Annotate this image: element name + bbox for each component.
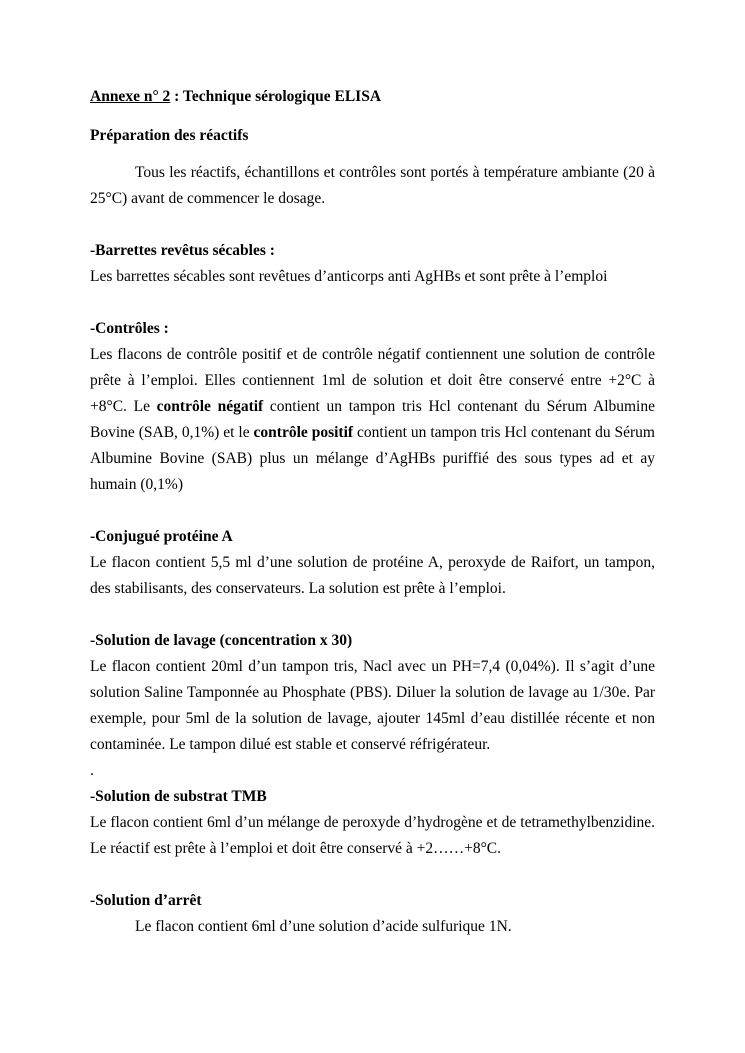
section-heading	[90, 238, 655, 264]
text-run: -Solution d’arrêt	[90, 892, 202, 909]
paragraph	[90, 160, 655, 212]
paragraph	[90, 550, 655, 602]
text-run: Les flacons de contrôle positif et de contrôle négatif contiennent une solution de contrôle prête à l’emploi. Elles contiennent 1ml de solution et doit être conservé entre +2°C à +8°C. Le	[90, 346, 655, 415]
text-run: -Solution de lavage (concentration x 30)	[90, 632, 353, 649]
spacer	[90, 602, 655, 628]
text-run: contient un tampon tris Hcl contenant du Sérum Albumine Bovine (SAB) plus un mélange d’AgHBs puriffié des sous types ad et ay humain (0,1%)	[90, 424, 655, 493]
text-run: contrôle positif	[253, 424, 354, 441]
text-run: contient un tampon tris Hcl contenant du Sérum Albumine Bovine (SAB, 0,1%) et le	[90, 398, 655, 441]
text-run: Le flacon contient 6ml d’une solution d’acide sulfurique 1N.	[135, 918, 512, 935]
text-run: Tous les réactifs, échantillons et contrôles sont portés à température ambiante (20 à 25°C) avant de commencer le dosage.	[90, 164, 655, 207]
text-run: Préparation des réactifs	[90, 127, 249, 144]
text-run: Les barrettes sécables sont revêtues d’anticorps anti AgHBs et sont prête à l’emploi	[90, 268, 608, 285]
paragraph	[90, 342, 655, 498]
text-run: contrôle négatif	[156, 398, 264, 415]
spacer	[90, 862, 655, 888]
section-heading	[90, 316, 655, 342]
text-run: Le flacon contient 20ml d’un tampon tris, Nacl avec un PH=7,4 (0,04%). Il s’agit d’une solution Saline Tamponnée au Phosphate (PBS). Diluer la solution de lavage au 1/30e. Par exemple, pour 5ml de la solution de lavage, ajouter 145ml d’eau distillée récente et non contaminée. Le tampon dilué est stable et conservé réfrigérateur.	[90, 658, 655, 753]
paragraph	[90, 654, 655, 758]
paragraph	[90, 914, 655, 940]
section-heading	[90, 524, 655, 550]
section-heading	[90, 628, 655, 654]
section-heading	[90, 123, 655, 149]
text-run: -Contrôles :	[90, 320, 169, 337]
text-run: -Solution de substrat TMB	[90, 788, 267, 805]
text-run: Le flacon contient 5,5 ml d’une solution de protéine A, peroxyde de Raifort, un tampon, des stabilisants, des conservateurs. La solution est prête à l’emploi.	[90, 554, 655, 597]
section-heading	[90, 784, 655, 810]
text-run: -Conjugué protéine A	[90, 528, 233, 545]
spacer	[90, 498, 655, 524]
text-run: -Barrettes revêtus sécables :	[90, 242, 275, 259]
text-run: .	[90, 762, 94, 779]
text-run: Le flacon contient 6ml d’un mélange de peroxyde d’hydrogène et de tetramethylbenzidine. Le réactif est prête à l’emploi et doit être conservé à +2……+8°C.	[90, 814, 655, 857]
document-title	[90, 84, 655, 110]
paragraph	[90, 264, 655, 290]
spacer	[90, 212, 655, 238]
paragraph	[90, 758, 655, 784]
document-body	[90, 84, 655, 940]
spacer	[90, 290, 655, 316]
section-heading	[90, 888, 655, 914]
text-run: : Technique sérologique ELISA	[170, 88, 382, 105]
text-run: Annexe n° 2	[90, 88, 171, 105]
paragraph	[90, 810, 655, 862]
